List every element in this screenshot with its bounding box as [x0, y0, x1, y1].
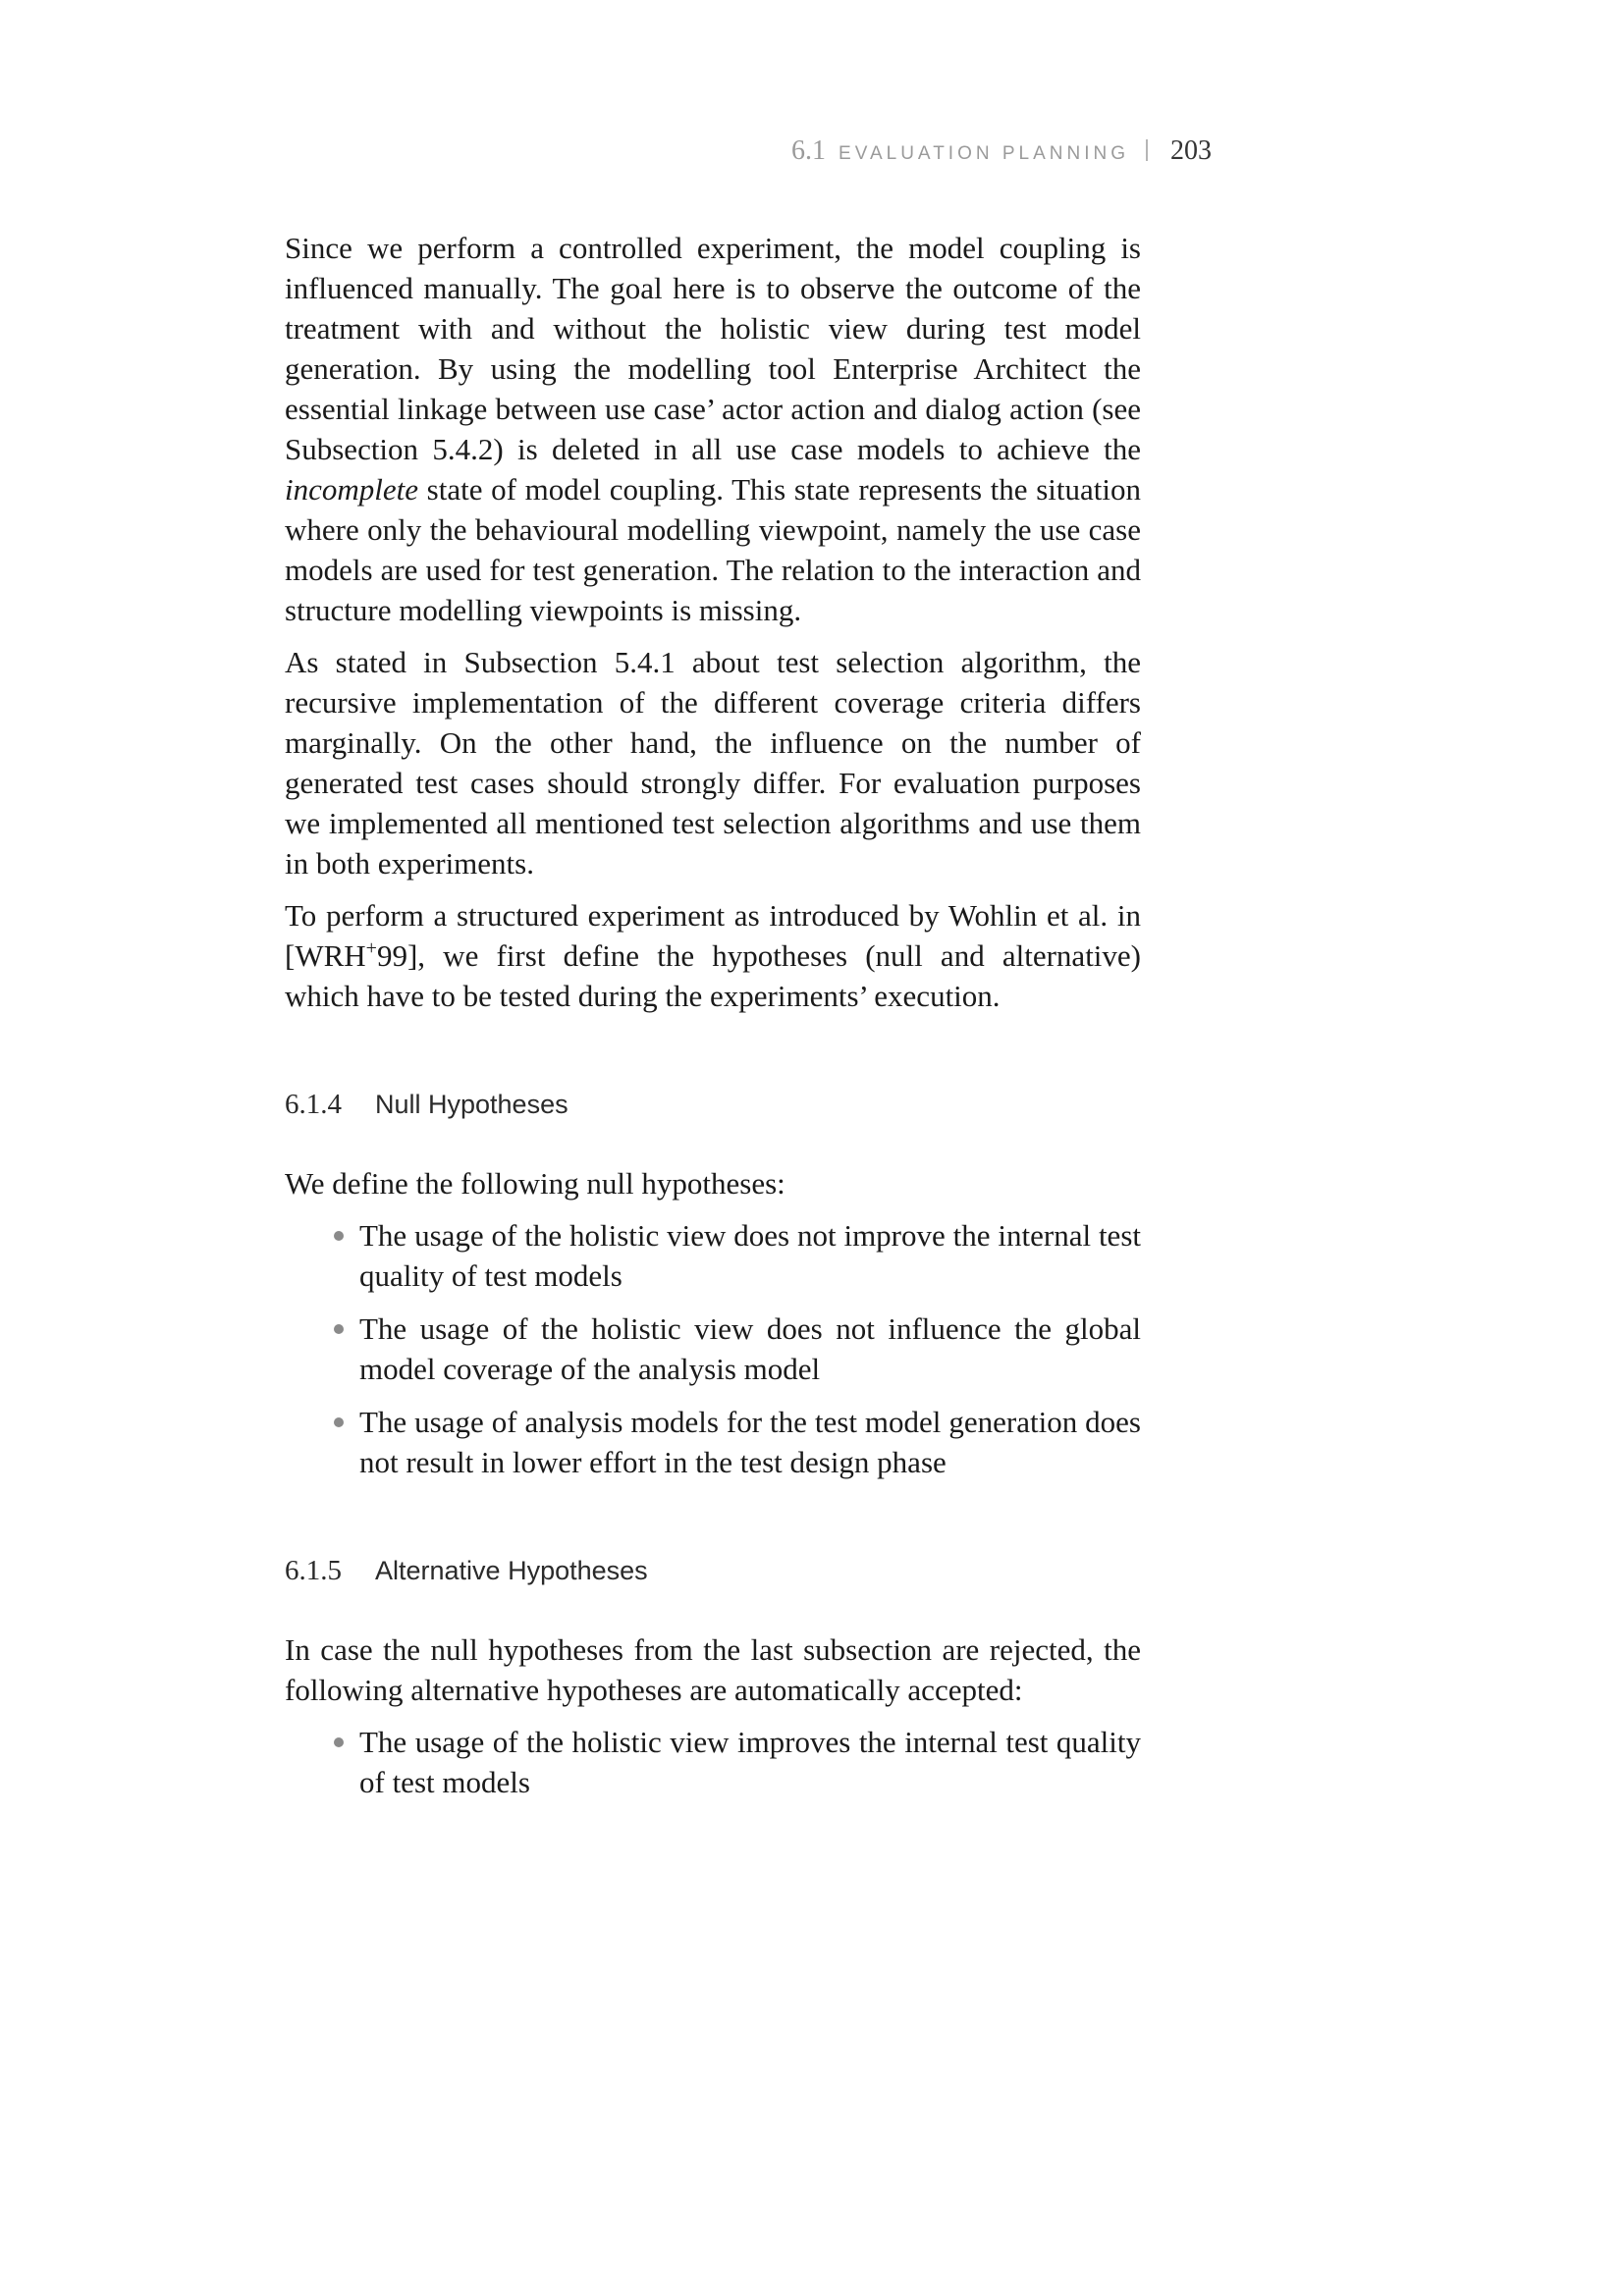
null-hypotheses-intro: We define the following null hypotheses:: [285, 1166, 785, 1201]
null-hypotheses-list: [285, 1215, 1141, 1482]
page-number: 203: [1170, 135, 1212, 166]
subsection-heading-null-hypotheses: [285, 1087, 1141, 1122]
subsection-heading-alternative-hypotheses: [285, 1553, 1141, 1588]
alternative-hypotheses-intro: In case the null hypotheses from the last subsection are rejected, the following alternative hypotheses are automatically accepted:: [285, 1632, 1141, 1707]
paragraph-2: As stated in Subsection 5.4.1 about test selection algorithm, the recursive implementation of the different coverage criteria differs marginally. On the other hand, the influence on the number of generated test cases should strongly differ. For evaluation purposes we implemented all mentioned test selection algorithms and use them in both experiments.: [285, 645, 1141, 881]
list-item-text: The usage of analysis models for the test model generation does not result in lower effort in the test design phase: [359, 1405, 1141, 1479]
list-item: [359, 1402, 1141, 1482]
list-item-text: The usage of the holistic view improves the internal test quality of test models: [359, 1725, 1141, 1799]
paragraph-1: [285, 228, 1141, 630]
header-section-number: 6.1: [791, 135, 827, 166]
paragraph-1-part-a: Since we perform a controlled experiment, the model coupling is influenced manually. The goal here is to observe the outcome of the treatment with and without the holistic view during test model generation. By using the modelling tool Enterprise Architect the essential linkage between use case’ actor action and dialog action (see Subsection 5.4.2) is deleted in all use case models to achieve the: [285, 231, 1141, 466]
bullet-icon: [334, 1737, 344, 1747]
paragraph-3-part-b: 99], we first define the hypotheses (null and alternative) which have to be tested during the experiments’ execution.: [285, 938, 1141, 1013]
subsection-title: Null Hypotheses: [375, 1090, 568, 1119]
running-header: [285, 135, 1212, 167]
bullet-icon: [334, 1324, 344, 1334]
header-section-title: EVALUATION PLANNING: [839, 143, 1129, 164]
subsection-number: 6.1.4: [285, 1089, 342, 1120]
bullet-icon: [334, 1417, 344, 1427]
list-item: [359, 1722, 1141, 1802]
paragraph-1-part-b: state of model coupling. This state represents the situation where only the behavioural modelling viewpoint, namely the use case models are used for test generation. The relation to the interaction and structure modelling viewpoints is missing.: [285, 472, 1141, 627]
bullet-icon: [334, 1231, 344, 1241]
subsection-number: 6.1.5: [285, 1555, 342, 1586]
subsection-title: Alternative Hypotheses: [375, 1556, 648, 1585]
citation-superscript: +: [365, 937, 377, 959]
list-item-text: The usage of the holistic view does not influence the global model coverage of the analysis model: [359, 1311, 1141, 1386]
header-divider: [1146, 139, 1148, 161]
paragraph-3-part-a: To perform a structured experiment as introduced by Wohlin et al. in [WRH: [285, 898, 1141, 973]
main-text: [285, 228, 1141, 1815]
paragraph-3: [285, 895, 1141, 1016]
emphasis-incomplete: incomplete: [285, 472, 419, 507]
list-item: [359, 1215, 1141, 1296]
list-item-text: The usage of the holistic view does not improve the internal test quality of test models: [359, 1218, 1141, 1293]
list-item: [359, 1308, 1141, 1389]
alternative-hypotheses-list: [285, 1722, 1141, 1802]
